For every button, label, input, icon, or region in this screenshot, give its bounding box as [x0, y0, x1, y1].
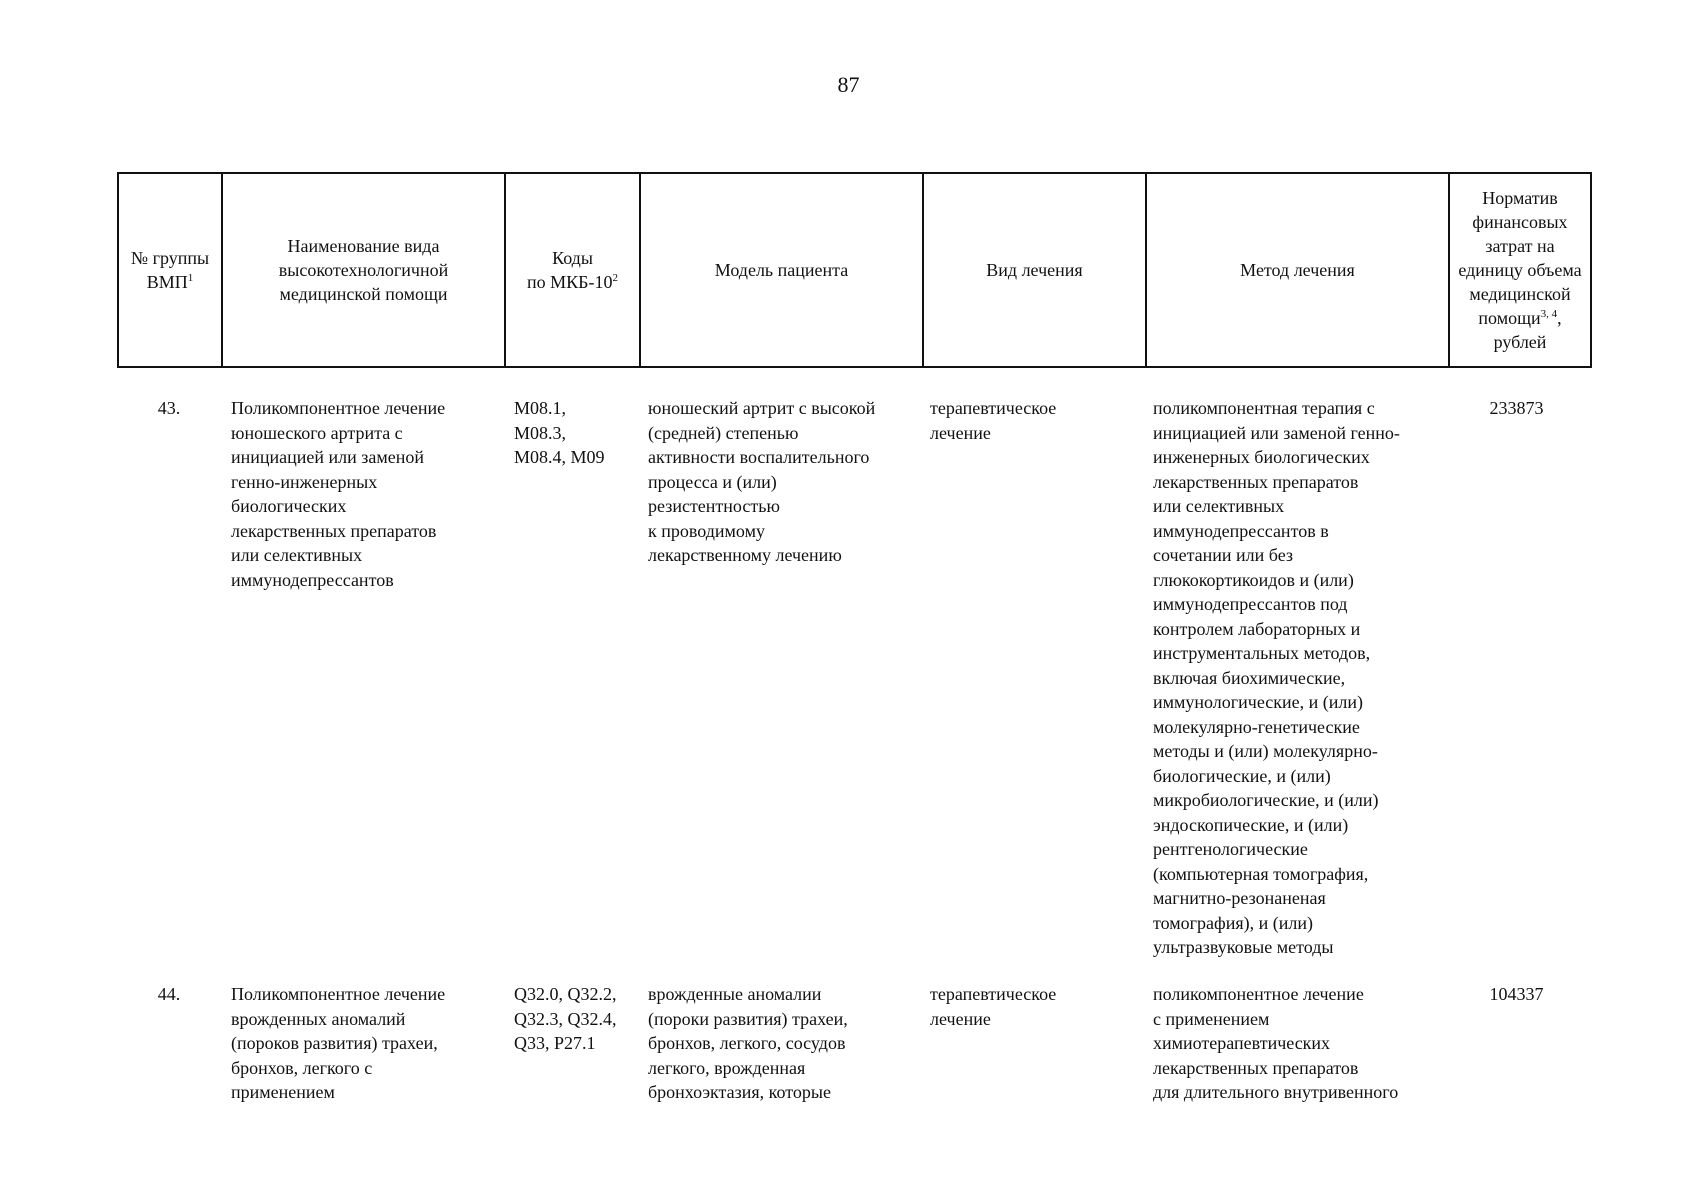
- row-model: врожденные аномалии (пороки развития) трахеи, бронхов, легкого, сосудов легкого, врожденная бронхоэктазия, которые: [648, 984, 848, 1102]
- row-number: 43.: [157, 398, 181, 418]
- header-group-no-label: № группы ВМП: [130, 248, 210, 292]
- row-codes: Q32.0, Q32.2, Q32.3, Q32.4, Q33, P27.1: [514, 984, 617, 1053]
- header-treatment-type: [923, 173, 1146, 367]
- header-method: [1146, 173, 1449, 367]
- row-name: Поликомпонентное лечение юношеского артрита с инициацией или заменой генно-инженерных биологических лекарственных препаратов или селективных иммунодепрессантов: [231, 398, 446, 590]
- page-number: 87: [837, 72, 860, 97]
- header-cost: [1449, 173, 1591, 367]
- row-cost: 233873: [1489, 398, 1544, 418]
- row-treatment-type: терапевтическое лечение: [930, 984, 1057, 1029]
- row-method: поликомпонентная терапия с инициацией или заменой генно- инженерных биологических лекарственных препаратов или селективных иммунодепрессантов в сочетании или без глюкокортикоидов и (или) иммунодепрессантов под контролем лабораторных и инструментальных методов, включая биохимические, иммунологические, и (или) молекулярно-генетические методы и (или) молекулярно- биологические, и (или) микробиологические, и (или) эндоскопические, и (или) рентгенологические (компьютерная томография, магнитно-резонаненая томография), и (или) ультразвуковые методы: [1153, 398, 1400, 957]
- row-codes: M08.1, M08.3, M08.4, M09: [514, 398, 605, 467]
- footnote-3-4: 3, 4: [1540, 308, 1558, 320]
- footnote-2: 2: [612, 272, 618, 284]
- header-codes: [505, 173, 640, 367]
- header-model-label: Модель пациента: [714, 260, 849, 280]
- header-method-label: Метод лечения: [1240, 260, 1355, 280]
- header-cost-unit: , рублей: [1493, 308, 1562, 352]
- header-model: [640, 173, 923, 367]
- header-treatment-type-label: Вид лечения: [986, 260, 1083, 280]
- row-model: юношеский артрит с высокой (средней) степенью активности воспалительного процесса и (или) резистентностью к проводимому лекарственному лечению: [648, 398, 876, 565]
- row-name: Поликомпонентное лечение врожденных аномалий (пороков развития) трахеи, бронхов, легкого с применением: [231, 984, 446, 1102]
- row-cost: 104337: [1489, 984, 1544, 1004]
- header-cost-label: Норматив финансовых затрат на единицу объема медицинской помощи: [1458, 188, 1582, 328]
- row-number: 44.: [157, 984, 181, 1004]
- row-method: поликомпонентное лечение с применением химиотерапевтических лекарственных препаратов для длительного внутривенного: [1153, 984, 1399, 1102]
- header-group-no: [118, 173, 222, 367]
- header-name: [222, 173, 505, 367]
- row-treatment-type: терапевтическое лечение: [930, 398, 1057, 443]
- header-codes-label: Коды по МКБ-10: [527, 248, 613, 292]
- header-name-label: Наименование вида высокотехнологичной медицинской помощи: [278, 236, 449, 304]
- footnote-1: 1: [187, 272, 194, 284]
- table-header: [117, 172, 1592, 368]
